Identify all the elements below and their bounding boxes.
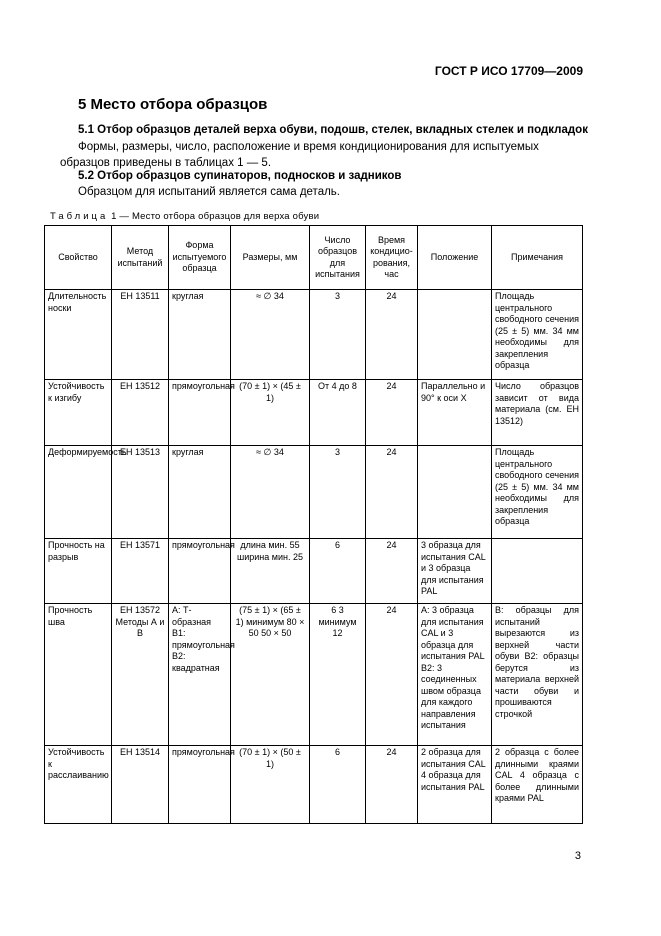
col-header: Размеры, мм (231, 226, 310, 290)
cell-position: Параллельно и 90° к оси X (418, 380, 492, 446)
cell-size: ≈ ∅ 34 (231, 446, 310, 539)
cell-method: ЕН 13513 (112, 446, 169, 539)
cell-note: В: образцы для испытаний вырезаются из верхней части обуви В2: образцы берутся из материала верхней части обуви и прошиваются строчкой (492, 604, 583, 746)
table-row (45, 290, 583, 380)
cell-note: Площадь центрального свободного сечения (25 ± 5) мм. 34 мм необходимы для закрепления образца (492, 446, 583, 539)
cell-time: 24 (366, 446, 418, 539)
cell-property: Прочность шва (45, 604, 112, 746)
col-header: Свойство (45, 226, 112, 290)
sampling-table (44, 225, 583, 824)
table-caption-word: Таблица (50, 211, 109, 222)
cell-method: ЕН 13512 (112, 380, 169, 446)
cell-form: прямоугольная (169, 380, 231, 446)
cell-form: круглая (169, 290, 231, 380)
cell-note: 2 образца с более длинными краями CAL 4 образца с более длинными краями PAL (492, 746, 583, 824)
cell-form: А: Т-образная В1: прямоугольная В2: квадратная (169, 604, 231, 746)
cell-position (418, 290, 492, 380)
page-number: 3 (574, 850, 581, 862)
col-header: Примечания (492, 226, 583, 290)
cell-size: ≈ ∅ 34 (231, 290, 310, 380)
subsection-5-1-title: 5.1 Отбор образцов деталей верха обуви, подошв, стелек, вкладных стелек и подкладок (78, 124, 588, 136)
cell-size: (70 ± 1) × (45 ± 1) (231, 380, 310, 446)
cell-time: 24 (366, 746, 418, 824)
cell-count: От 4 до 8 (310, 380, 366, 446)
table-caption (50, 211, 319, 222)
cell-property: Деформируемость (45, 446, 112, 539)
subsection-5-1-text: Формы, размеры, число, расположение и время кондиционирования для испытуемых образцов приведены в таблицах 1 — 5. (60, 141, 539, 169)
cell-form: прямоугольная (169, 539, 231, 604)
cell-property: Прочность на разрыв (45, 539, 112, 604)
cell-property: Длительность носки (45, 290, 112, 380)
table-row (45, 604, 583, 746)
col-header: Число образцов для испытания (310, 226, 366, 290)
cell-position (418, 446, 492, 539)
cell-size: (70 ± 1) × (50 ± 1) (231, 746, 310, 824)
cell-method: ЕН 13572 Методы А и В (112, 604, 169, 746)
table-row (45, 380, 583, 446)
cell-time: 24 (366, 604, 418, 746)
cell-position: А: 3 образца для испытания CAL и 3 образца для испытания PAL В2: 3 соединенных швом образца для каждого направления испытания (418, 604, 492, 746)
col-header: Положение (418, 226, 492, 290)
section-title: 5 Место отбора образцов (78, 96, 268, 113)
table-row (45, 446, 583, 539)
cell-count: 6 (310, 539, 366, 604)
cell-count: 6 3 минимум 12 (310, 604, 366, 746)
col-header: Форма испытуемого образца (169, 226, 231, 290)
cell-position: 3 образца для испытания CAL и 3 образца для испытания PAL (418, 539, 492, 604)
cell-method: ЕН 13514 (112, 746, 169, 824)
cell-form: прямоугольная (169, 746, 231, 824)
cell-form: круглая (169, 446, 231, 539)
cell-property: Устойчивость к изгибу (45, 380, 112, 446)
cell-size: длина мин. 55 ширина мин. 25 (231, 539, 310, 604)
col-header: Время кондицио-рования, час (366, 226, 418, 290)
cell-property: Устойчивость к расслаиванию (45, 746, 112, 824)
subsection-5-2-text: Образцом для испытаний является сама деталь. (78, 186, 340, 198)
standard-header: ГОСТ Р ИСО 17709—2009 (434, 64, 583, 78)
table-row (45, 539, 583, 604)
cell-count: 3 (310, 290, 366, 380)
cell-count: 3 (310, 446, 366, 539)
table-row (45, 746, 583, 824)
cell-position: 2 образца для испытания CAL 4 образца для испытания PAL (418, 746, 492, 824)
cell-method: ЕН 13571 (112, 539, 169, 604)
cell-note: Площадь центрального свободного сечения (25 ± 5) мм. 34 мм необходимы для закрепления образца (492, 290, 583, 380)
cell-time: 24 (366, 290, 418, 380)
cell-note (492, 539, 583, 604)
cell-size: (75 ± 1) × (65 ± 1) минимум 80 × 50 50 × 50 (231, 604, 310, 746)
subsection-5-2-title: 5.2 Отбор образцов супинаторов, подносков и задников (78, 170, 402, 182)
cell-method: ЕН 13511 (112, 290, 169, 380)
table-header-row (45, 226, 583, 290)
cell-note: Число образцов зависит от вида материала (см. ЕН 13512) (492, 380, 583, 446)
cell-time: 24 (366, 380, 418, 446)
cell-count: 6 (310, 746, 366, 824)
col-header: Метод испытаний (112, 226, 169, 290)
table-caption-text: 1 — Место отбора образцов для верха обуви (111, 211, 320, 222)
cell-time: 24 (366, 539, 418, 604)
